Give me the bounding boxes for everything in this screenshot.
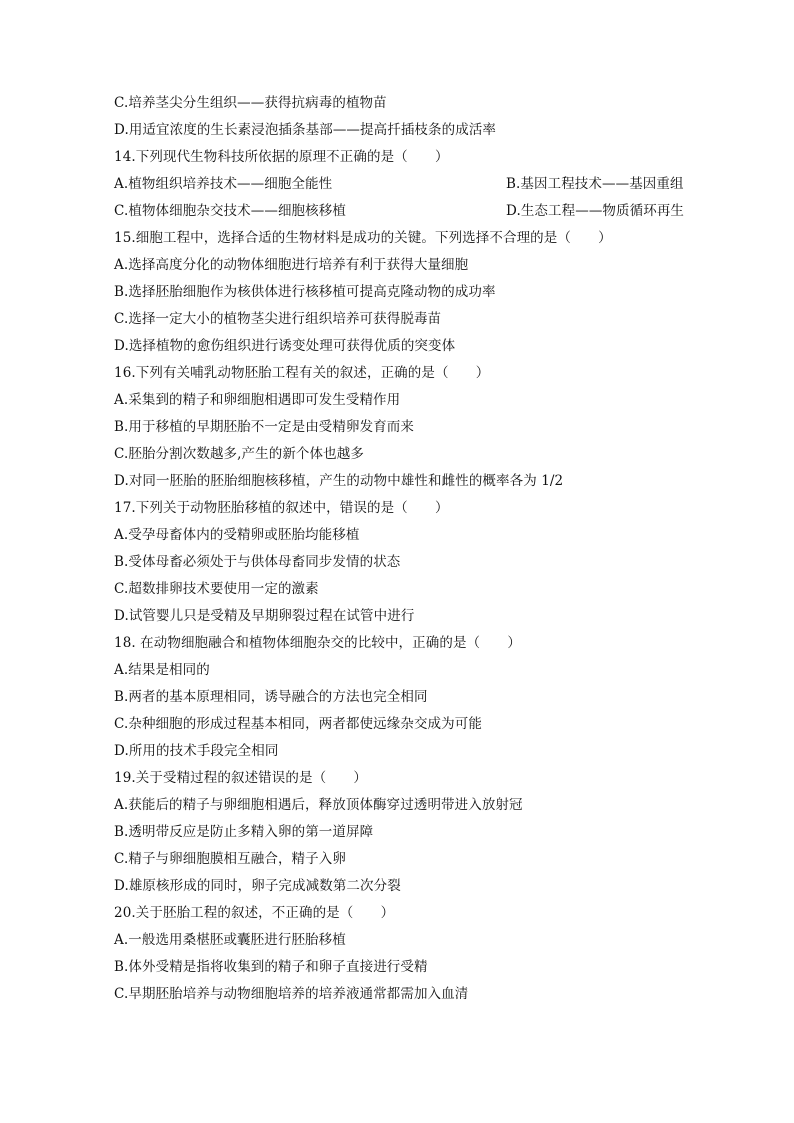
q18-option-c: C.杂种细胞的形成过程基本相同，两者都使远缘杂交成为可能 — [114, 716, 482, 732]
q13-option-c: C.培养茎尖分生组织——获得抗病毒的植物苗 — [114, 95, 387, 111]
q14-option-a: A.植物组织培养技术——细胞全能性 — [114, 176, 333, 192]
q20-option-c: C.早期胚胎培养与动物细胞培养的培养液通常都需加入血清 — [114, 986, 469, 1002]
q16-stem: 16.下列有关哺乳动物胚胎工程有关的叙述，正确的是（ ） — [114, 365, 490, 381]
q14-options-row-2 — [114, 200, 685, 222]
q17-option-b: B.受体母畜必须处于与供体母畜同步发情的状态 — [114, 554, 401, 570]
q17-option-d: D.试管婴儿只是受精及早期卵裂过程在试管中进行 — [114, 608, 415, 624]
q17-stem: 17.下列关于动物胚胎移植的叙述中，错误的是（ ） — [114, 500, 449, 516]
q16-option-b: B.用于移植的早期胚胎不一定是由受精卵发育而来 — [114, 419, 415, 435]
q14-option-b: B.基因工程技术——基因重组 — [506, 176, 684, 192]
q15-option-c: C.选择一定大小的植物茎尖进行组织培养可获得脱毒苗 — [114, 311, 442, 327]
q16-option-c: C.胚胎分割次数越多,产生的新个体也越多 — [114, 446, 364, 462]
q17-option-a: A.受孕母畜体内的受精卵或胚胎均能移植 — [114, 527, 360, 543]
q19-option-c: C.精子与卵细胞膜相互融合，精子入卵 — [114, 851, 346, 867]
q14-stem: 14.下列现代生物科技所依据的原理不正确的是（ ） — [114, 149, 449, 165]
q19-option-b: B.透明带反应是防止多精入卵的第一道屏障 — [114, 824, 374, 840]
q16-option-d: D.对同一胚胎的胚胎细胞核移植，产生的动物中雄性和雌性的概率各为 1/2 — [114, 473, 564, 489]
q19-option-a: A.获能后的精子与卵细胞相遇后，释放顶体酶穿过透明带进入放射冠 — [114, 797, 523, 813]
q18-option-a: A.结果是相同的 — [114, 662, 210, 678]
q19-option-d: D.雄原核形成的同时，卵子完成减数第二次分裂 — [114, 878, 401, 894]
q19-stem: 19.关于受精过程的叙述错误的是（ ） — [114, 770, 367, 786]
q16-option-a: A.采集到的精子和卵细胞相遇即可发生受精作用 — [114, 392, 401, 408]
q20-stem: 20.关于胚胎工程的叙述，不正确的是（ ） — [114, 905, 395, 921]
q14-options-row-1 — [114, 173, 684, 195]
q18-option-d: D.所用的技术手段完全相同 — [114, 743, 279, 759]
q18-option-b: B.两者的基本原理相同，诱导融合的方法也完全相同 — [114, 689, 428, 705]
q20-option-a: A.一般选用桑椹胚或囊胚进行胚胎移植 — [114, 932, 346, 948]
q15-option-d: D.选择植物的愈伤组织进行诱变处理可获得优质的突变体 — [114, 338, 456, 354]
q20-option-b: B.体外受精是指将收集到的精子和卵子直接进行受精 — [114, 959, 428, 975]
q18-stem: 18. 在动物细胞融合和植物体细胞杂交的比较中，正确的是（ ） — [114, 635, 521, 651]
q15-option-a: A.选择高度分化的动物体细胞进行培养有利于获得大量细胞 — [114, 257, 469, 273]
q14-option-d: D.生态工程——物质循环再生 — [506, 203, 685, 219]
q15-option-b: B.选择胚胎细胞作为核供体进行核移植可提高克隆动物的成功率 — [114, 284, 496, 300]
q17-option-c: C.超数排卵技术要使用一定的激素 — [114, 581, 319, 597]
q14-option-c: C.植物体细胞杂交技术——细胞核移植 — [114, 203, 346, 219]
q15-stem: 15.细胞工程中，选择合适的生物材料是成功的关键。下列选择不合理的是（ ） — [114, 230, 612, 246]
q13-option-d: D.用适宜浓度的生长素浸泡插条基部——提高扦插枝条的成活率 — [114, 122, 497, 138]
